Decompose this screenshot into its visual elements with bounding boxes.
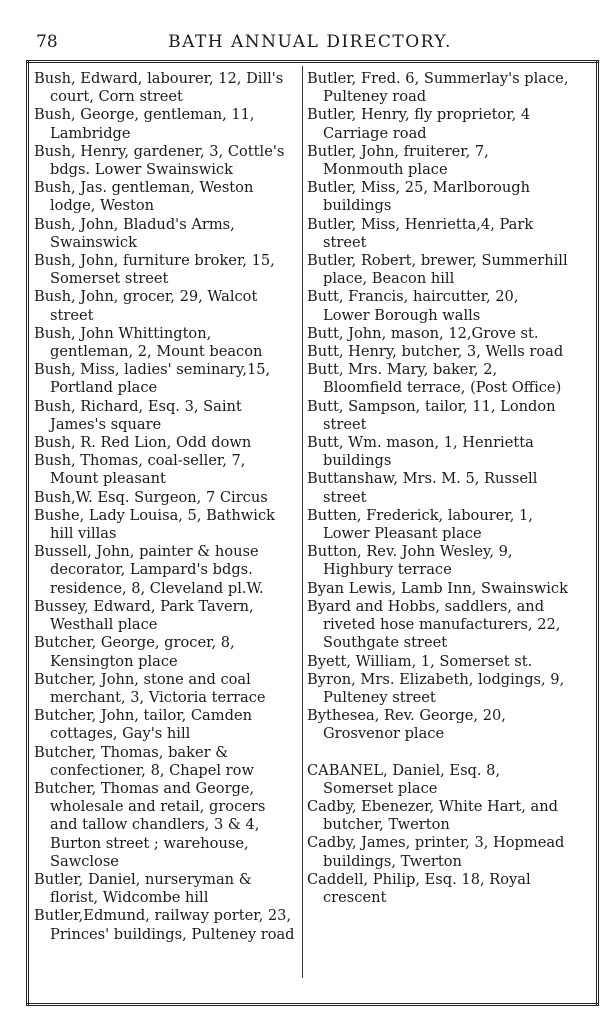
directory-entry: Byan Lewis, Lamb Inn, Swainswick bbox=[307, 579, 568, 597]
directory-entry: Bussell, John, painter & house decorator, Lampard's bdgs. residence, 8, Cleveland pl.W. bbox=[34, 543, 264, 597]
directory-entry: Byett, William, 1, Somerset st. bbox=[307, 652, 533, 670]
section-gap bbox=[307, 744, 569, 762]
directory-entry: Bush, John Whittington, gentleman, 2, Mount beacon bbox=[34, 324, 263, 361]
directory-entry: Bush, John, Bladud's Arms, Swainswick bbox=[34, 215, 235, 251]
directory-entry: Byard and Hobbs, saddlers, and riveted hose manufacturers, 22, Southgate street bbox=[307, 597, 561, 652]
directory-entry: Button, Rev. John Wesley, 9, Highbury terrace bbox=[307, 543, 513, 579]
directory-entry: Bythesea, Rev. George, 20, Grosvenor place bbox=[307, 707, 506, 743]
directory-entry: Butler, John, fruiterer, 7, Monmouth place bbox=[307, 142, 489, 179]
directory-entry: Butt, Sampson, tailor, 11, London street bbox=[307, 397, 556, 433]
directory-entry: Bush, Miss, ladies' seminary,15, Portland place bbox=[34, 361, 271, 397]
directory-entry: Butt, Wm. mason, 1, Henrietta buildings bbox=[307, 434, 534, 470]
left-column bbox=[34, 70, 297, 944]
directory-entry: Butt, Francis, haircutter, 20, Lower Borough walls bbox=[307, 288, 519, 324]
directory-entry: Butcher, Thomas and George, wholesale and retail, grocers and tallow chandlers, 3 & 4, Burton street ; warehouse, Sawclose bbox=[34, 779, 266, 870]
directory-entry: Bush, Henry, gardener, 3, Cottle's bdgs. Lower Swainswick bbox=[34, 142, 285, 179]
directory-entry: Bush, Jas. gentleman, Weston lodge, Weston bbox=[34, 179, 254, 215]
directory-entry: Bush,W. Esq. Surgeon, 7 Circus bbox=[34, 488, 268, 506]
directory-entry: Caddell, Philip, Esq. 18, Royal crescent bbox=[307, 870, 531, 906]
bottom-double-rule bbox=[26, 1003, 599, 1006]
directory-entry: Butcher, Thomas, baker & confectioner, 8, Chapel row bbox=[34, 743, 254, 779]
directory-entry: Cadby, Ebenezer, White Hart, and butcher, Twerton bbox=[307, 797, 558, 834]
directory-entry: Butt, John, mason, 12,Grove st. bbox=[307, 324, 539, 342]
directory-entry: Butler, Miss, Henrietta,4, Park street bbox=[307, 215, 534, 251]
page-number: 78 bbox=[36, 32, 58, 52]
directory-entry: Cadby, James, printer, 3, Hopmead buildings, Twerton bbox=[307, 834, 565, 870]
directory-entry: Bush, Edward, labourer, 12, Dill's court, Corn street bbox=[34, 70, 284, 106]
right-double-rule bbox=[596, 60, 599, 1006]
directory-entry: Bussey, Edward, Park Tavern, Westhall place bbox=[34, 597, 254, 634]
directory-entry: Butcher, George, grocer, 8, Kensington place bbox=[34, 634, 235, 670]
directory-entry: Butler, Miss, 25, Marlborough buildings bbox=[307, 179, 530, 215]
directory-entry: Butler, Robert, brewer, Summerhill place, Beacon hill bbox=[307, 252, 568, 288]
right-column bbox=[307, 70, 569, 907]
directory-entry: Butler, Henry, fly proprietor, 4 Carriage road bbox=[307, 106, 531, 142]
directory-entry: Butten, Frederick, labourer, 1, Lower Pleasant place bbox=[307, 506, 533, 543]
directory-entry: Bush, Richard, Esq. 3, Saint James's square bbox=[34, 397, 242, 433]
directory-entry: Butler, Fred. 6, Summerlay's place, Pulteney road bbox=[307, 70, 569, 106]
directory-entry: Byron, Mrs. Elizabeth, lodgings, 9, Pulteney street bbox=[307, 670, 565, 706]
directory-entry: Butt, Mrs. Mary, baker, 2, Bloomfield terrace, (Post Office) bbox=[307, 361, 562, 397]
directory-entry: Buttanshaw, Mrs. M. 5, Russell street bbox=[307, 470, 538, 506]
directory-entry: Bushe, Lady Louisa, 5, Bathwick hill villas bbox=[34, 506, 275, 543]
directory-entry: Bush, George, gentleman, 11, Lambridge bbox=[34, 106, 255, 142]
directory-entry: Bush, John, grocer, 29, Walcot street bbox=[34, 288, 258, 324]
directory-entry: Butler, Daniel, nurseryman & florist, Widcombe hill bbox=[34, 870, 252, 907]
page-title: BATH ANNUAL DIRECTORY. bbox=[168, 32, 452, 52]
directory-entry: Butcher, John, tailor, Camden cottages, Gay's hill bbox=[34, 707, 252, 743]
directory-entry: Bush, John, furniture broker, 15, Somerset street bbox=[34, 252, 275, 288]
directory-entry: Butler,Edmund, railway porter, 23, Princes' buildings, Pulteney road bbox=[34, 907, 295, 943]
column-divider bbox=[302, 66, 303, 978]
directory-entry: Butt, Henry, butcher, 3, Wells road bbox=[307, 343, 564, 361]
directory-entry: CABANEL, Daniel, Esq. 8, Somerset place bbox=[307, 761, 501, 797]
page-header bbox=[30, 28, 590, 56]
top-double-rule bbox=[26, 60, 599, 65]
directory-entry: Bush, Thomas, coal-seller, 7, Mount pleasant bbox=[34, 452, 246, 488]
left-double-rule bbox=[26, 60, 29, 1006]
directory-entry: Butcher, John, stone and coal merchant, 3, Victoria terrace bbox=[34, 670, 266, 706]
directory-entry: Bush, R. Red Lion, Odd down bbox=[34, 434, 252, 452]
